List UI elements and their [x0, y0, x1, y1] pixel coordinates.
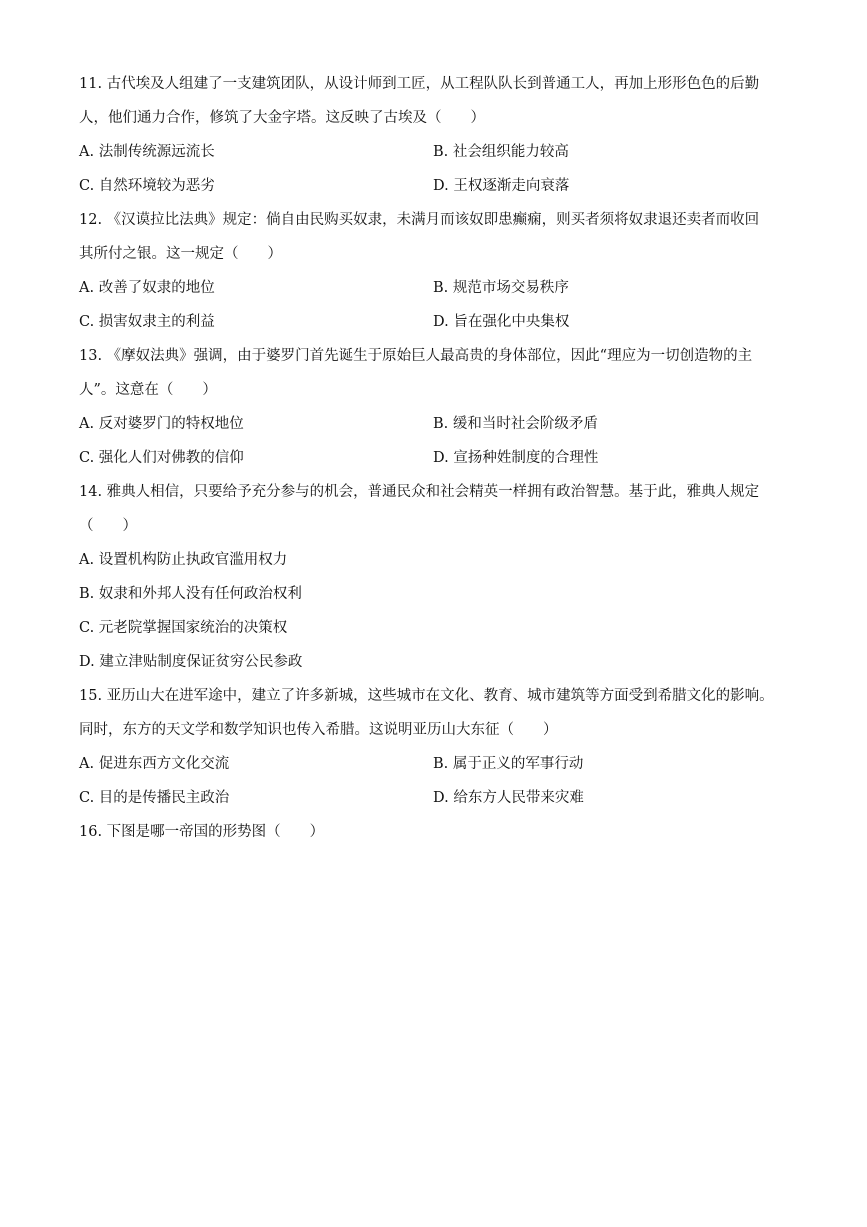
option-b: B. 属于正义的军事行动 — [433, 756, 584, 772]
question-stem-line: 14. 雅典人相信，只要给予充分参与的机会，普通民众和社会精英一样拥有政治智慧。基于此，雅典人规定 — [79, 484, 760, 500]
question-stem-line: （ ） — [79, 518, 137, 534]
question-stem-line: 16. 下图是哪一帝国的形势图（ ） — [79, 824, 325, 840]
question-stem-line: 其所付之银。这一规定（ ） — [79, 246, 282, 262]
option-c: C. 元老院掌握国家统治的决策权 — [79, 620, 288, 636]
option-a: A. 促进东西方文化交流 — [79, 756, 230, 772]
option-b: B. 缓和当时社会阶级矛盾 — [433, 416, 598, 432]
option-row — [79, 407, 791, 441]
option-b: B. 奴隶和外邦人没有任何政治权利 — [79, 586, 302, 602]
question-16 — [79, 815, 791, 849]
option-d: D. 给东方人民带来灾难 — [433, 790, 584, 806]
option-a: A. 设置机构防止执政官滥用权力 — [79, 552, 288, 568]
option-row — [79, 169, 791, 203]
question-12 — [79, 203, 791, 339]
option-b: B. 社会组织能力较高 — [433, 144, 569, 160]
option-row — [79, 271, 791, 305]
question-13 — [79, 339, 791, 475]
option-row — [79, 305, 791, 339]
option-c: C. 损害奴隶主的利益 — [79, 314, 215, 330]
question-stem-line: 人”。这意在（ ） — [79, 382, 217, 398]
option-c: C. 目的是传播民主政治 — [79, 790, 230, 806]
option-c: C. 自然环境较为恶劣 — [79, 178, 215, 194]
option-d: D. 王权逐渐走向衰落 — [433, 178, 570, 194]
question-stem-line: 人，他们通力合作，修筑了大金字塔。这反映了古埃及（ ） — [79, 110, 485, 126]
option-row — [79, 747, 791, 781]
option-d: D. 旨在强化中央集权 — [433, 314, 570, 330]
option-a: A. 法制传统源远流长 — [79, 144, 215, 160]
option-a: A. 改善了奴隶的地位 — [79, 280, 215, 296]
option-row — [79, 781, 791, 815]
question-stem-line: 11. 古代埃及人组建了一支建筑团队，从设计师到工匠，从工程队队长到普通工人，再加上形形色色的后勤 — [79, 76, 760, 92]
question-stem-line: 15. 亚历山大在进军途中，建立了许多新城，这些城市在文化、教育、城市建筑等方面受到希腊文化的影响。 — [79, 688, 774, 704]
question-14 — [79, 475, 791, 679]
question-stem-line: 13. 《摩奴法典》强调，由于婆罗门首先诞生于原始巨人最高贵的身体部位，因此“理应为一切创造物的主 — [79, 348, 753, 364]
question-11 — [79, 67, 791, 203]
option-c: C. 强化人们对佛教的信仰 — [79, 450, 244, 466]
question-15 — [79, 679, 791, 815]
option-row — [79, 135, 791, 169]
question-stem-line: 同时，东方的天文学和数学知识也传入希腊。这说明亚历山大东征（ ） — [79, 722, 558, 738]
question-stem-line: 12. 《汉谟拉比法典》规定：倘自由民购买奴隶，未满月而该奴即患癫痫，则买者须将奴隶退还卖者而收回 — [79, 212, 760, 228]
option-d: D. 宣扬种姓制度的合理性 — [433, 450, 599, 466]
option-d: D. 建立津贴制度保证贫穷公民参政 — [79, 654, 303, 670]
option-b: B. 规范市场交易秩序 — [433, 280, 569, 296]
option-row — [79, 441, 791, 475]
option-a: A. 反对婆罗门的特权地位 — [79, 416, 244, 432]
